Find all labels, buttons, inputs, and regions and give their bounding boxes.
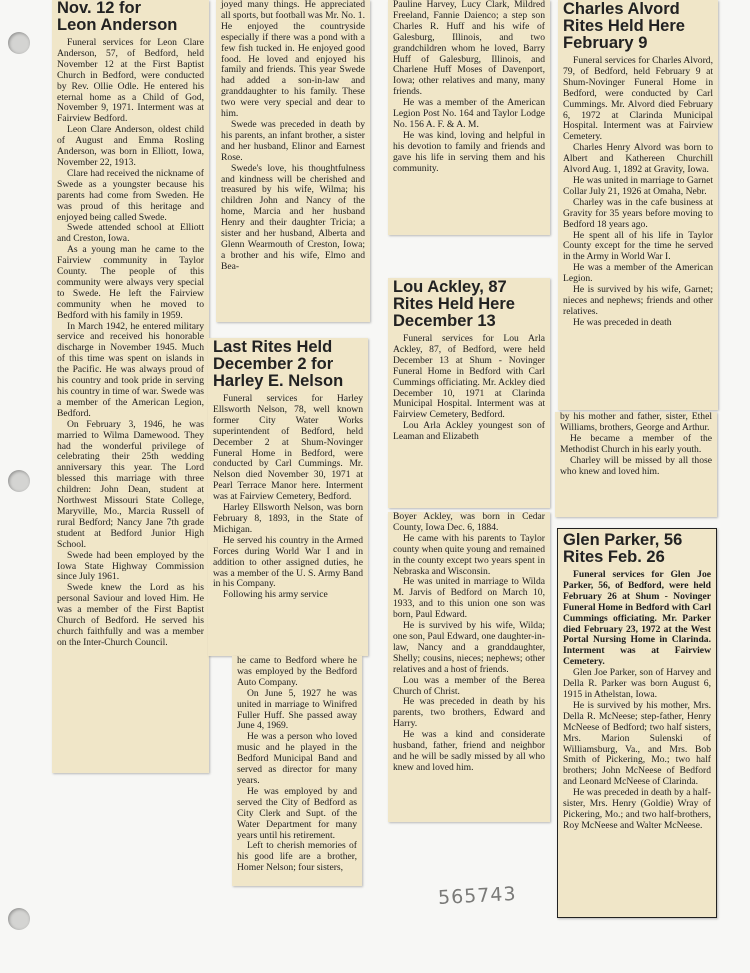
paragraph: He was united in marriage to Garnet Collar July 21, 1926 at Omaha, Nebr. xyxy=(563,174,713,197)
lead-paragraph: Funeral services for Glen Joe Parker, 56, of Bedford, were held February 26 at Shum - Novinger Funeral Home in Bedford with Carl Cummings officiating. Mr. Parker died February 23, 1972 at the West Portal Nursing Home in Clarinda. Interment was at Fairview Cemetery. xyxy=(563,569,711,668)
paragraph: Funeral services for Harley Ellsworth Nelson, 78, well known former City Water Works superintendent of Bedford, held December 2 at Shum-Novinger Funeral Home in Bedford, were conducted by Carl Cummings. Mr. Nelson died November 30, 1971 at Pearl Terrace Manor here. Interment was at Fairview Cemetery, Bedford. xyxy=(213,393,363,503)
paragraph: Charley will be missed by all those who knew and loved him. xyxy=(560,454,712,477)
paragraph: He was kind, loving and helpful in his devotion to family and friends and gave his life in serving them and his community. xyxy=(393,129,545,174)
binder-hole-top xyxy=(8,32,30,54)
paragraph: Glen Joe Parker, son of Harvey and Della R. Parker was born August 6, 1915 in Athelstan, Iowa. xyxy=(563,667,711,700)
paragraph: joyed many things. He appreciated all sports, but football was Mr. No. 1. He enjoyed the countryside especially if there was a pond with a few fish tucked in. He enjoyed good food. He loved and enjoyed his family and friends. This year Swede had added a son-in-law and granddaughter to his family. These two were very special and dear to him. xyxy=(221,0,365,120)
paragraph: He is survived by his wife, Garnet; nieces and nephews; friends and other relatives. xyxy=(563,284,713,317)
handwritten-catalog-number: 565743 xyxy=(437,882,518,910)
paragraph: Funeral services for Leon Clare Anderson, 57, of Bedford, held November 12 at the First Baptist Church in Bedford, were conducted by Rev. Ollie Odle. He entered his eternal home as a Child of God, November 9, 1971. Interment was at Fairview Bedford. xyxy=(57,37,204,125)
clipping-headline: Nov. 12 for Leon Anderson xyxy=(57,0,178,34)
paragraph: He was preceded in death xyxy=(573,316,672,328)
clipping-leon-anderson-continued xyxy=(216,0,370,322)
clipping-harley-nelson-continued xyxy=(232,656,362,886)
paragraph: Harley Ellsworth Nelson, was born February 8, 1893, in the State of Michigan. xyxy=(213,502,363,535)
paragraph: Boyer Ackley, was born in Cedar County, Iowa Dec. 6, 1884. xyxy=(393,512,545,533)
paragraph: Swede had been employed by the Iowa State Highway Commission since July 1961. xyxy=(57,549,204,583)
clipping-lou-ackley xyxy=(388,278,550,508)
binder-hole-bottom xyxy=(8,908,30,930)
clipping-harley-nelson xyxy=(208,338,368,656)
clipping-harley-nelson-survivors xyxy=(388,0,550,235)
paragraph: Swede knew the Lord as his personal Saviour and loved Him. He was a member of the First Baptist Church of Bedford. He served his church faithfully and was a member on the Inter-Church Council. xyxy=(57,582,204,648)
paragraph: Charles Henry Alvord was born to Albert and Kathereen Churchill Alvord Aug. 1, 1892 at Gravity, Iowa. xyxy=(563,142,713,176)
clipping-leon-anderson xyxy=(52,0,209,773)
paragraph: Leon Clare Anderson, oldest child of August and Emma Rosling Anderson, was born in Elliott, Iowa, November 22, 1913. xyxy=(57,124,204,168)
paragraph: As a young man he came to the Fairview community in Taylor County. The people of this community were always very special to Swede. He left the Fairview community when he moved to Bedford with his family in 1959. xyxy=(57,244,204,321)
paragraph: Swede's love, his thoughtfulness and kindness will be cherished and treasured by his wife, Wilma; his children John and Nancy of the home, Marcia and her husband Henry and their daughter Tricia; a sister and her husband, Alberta and Glenn Wearmouth of Creston, Iowa; a brother and his wife, Elmo and Bea- xyxy=(221,162,365,272)
clipping-lou-ackley-continued xyxy=(388,512,550,822)
paragraph: He was a member of the American Legion Post No. 164 and Taylor Lodge No. 156 A. F. & A. M. xyxy=(393,97,545,130)
paragraph: He was preceded in death by a half-sister, Mrs. Henry (Goldie) Wray of Pickering, Mo.; and two half-brothers, Roy McNeese and Walter McNeese. xyxy=(563,787,711,831)
paragraph: Swede was preceded in death by his parents, an infant brother, a sister and her husband, Elinor and Earnest Rose. xyxy=(221,118,365,163)
paragraph: He was united in marriage to Wilda M. Jarvis of Bedford on March 10, 1933, and to this union one son was born, Paul Edward. xyxy=(393,576,545,621)
clipping-glen-parker xyxy=(557,528,717,918)
paragraph: Clare had received the nickname of Swede as a youngster because his parents had come from Sweden. He was proud of this heritage and enjoyed being called Swede. xyxy=(57,167,204,223)
clipping-headline: Glen Parker, 56 Rites Feb. 26 xyxy=(563,531,683,566)
paragraph: He was preceded in death by his parents, two brothers, Edward and Harry. xyxy=(393,696,545,730)
paragraph: On June 5, 1927 he was united in marriage to Winifred Fuller Huff. She passed away June 4, 1969. xyxy=(237,687,357,732)
clipping-headline: Last Rites Held December 2 for Harley E. Nelson xyxy=(213,338,344,390)
clipping-headline: Lou Ackley, 87 Rites Held Here December 13 xyxy=(393,278,515,330)
paragraph: On February 3, 1946, he was married to Wilma Damewood. They had the wonderful privilege of celebrating their 25th wedding anniversary this year. The Lord blessed this marriage with three children: John Dean, student at Northwest Missouri State College, Maryville, Mo., Marcia Russell of rural Bedford; Nancy Jane 7th grade student at Bedford Junior High School. xyxy=(57,418,204,550)
paragraph: Funeral services for Lou Arla Ackley, 87, of Bedford, were held December 13 at Shum - Novinger Funeral Home in Bedford with Carl Cummings officiating. Mr. Ackley died December 10, 1971 at Clarinda Municipal Hospital. Interment was at Fairview Cemetery, Bedford. xyxy=(393,333,545,421)
paragraph: He was a person who loved music and he played in the Bedford Municipal Band and served as director for many years. xyxy=(237,731,357,786)
paragraph: he came to Bedford where he was employed by the Bedford Auto Company. xyxy=(237,656,357,688)
paragraph: He is survived by his wife, Wilda; one son, Paul Edward, one daughter-in-law, Nancy and a granddaughter, Shelly; cousins, nieces; nephews; other relatives and a host of friends. xyxy=(393,620,545,675)
paragraph: by his mother and father, sister, Ethel Williams, brothers, George and Arthur. xyxy=(560,412,712,433)
paragraph: He served his country in the Armed Forces during World War I and in addition to other assigned duties, he was a member of the U. S. Army Band in his Company. xyxy=(213,534,363,590)
paragraph: Charley was in the cafe business at Gravity for 35 years before moving to Bedford 18 years ago. xyxy=(563,196,713,230)
paragraph: He was a member of the American Legion. xyxy=(563,262,713,285)
paragraph: Swede attended school at Elliott and Creston, Iowa. xyxy=(57,222,204,245)
clipping-charles-alvord-continued xyxy=(555,412,717,517)
paragraph: Funeral services for Charles Alvord, 79, of Bedford, held February 9 at Shum-Novinger Funeral Home in Bedford, were conducted by Carl Cummings. Mr. Alvord died February 6, 1972 at Clarinda Municipal Hospital. Interment was at Fairview Cemetery. xyxy=(563,55,713,143)
paragraph: He was employed by and served the City of Bedford as City Clerk and Supt. of the Water Department for many years until his retirement. xyxy=(237,785,357,841)
paragraph: Lou was a member of the Berea Church of Christ. xyxy=(393,674,545,697)
paragraph: In March 1942, he entered military service and received his honorable discharge in November 1945. Much of this time was spent on islands in the Pacific. He was always proud of his country and took pride in serving his country in time of war. Swede was a member of the American Legion, Bedford. xyxy=(57,320,204,419)
paragraph: He became a member of the Methodist Church in his early youth. xyxy=(560,432,712,455)
paragraph: Left to cherish memories of his good life are a brother, Homer Nelson; four sisters, xyxy=(237,840,357,874)
paragraph: He was a kind and considerate husband, father, friend and neighbor and he will be sadly missed by all who knew and loved him. xyxy=(393,729,545,773)
paragraph: Lou Arla Ackley youngest son of Leaman and Elizabeth xyxy=(393,420,545,443)
paragraph: He spent all of his life in Taylor County except for the time he served in the Army in World War I. xyxy=(563,229,713,263)
paragraph: Following his army service xyxy=(223,589,328,601)
paragraph: He came with his parents to Taylor county when quite young and remained in the county except two years spent in Nebraska and Wisconsin. xyxy=(393,532,545,577)
clipping-charles-alvord xyxy=(558,0,718,410)
clipping-headline: Charles Alvord Rites Held Here February 9 xyxy=(563,0,685,52)
paragraph: Pauline Harvey, Lucy Clark, Mildred Freeland, Fannie Daienco; a step son Charles R. Huff and his wife of Galesburg, Illinois, and two grandchildren whom he loved, Barry Huff of Galesburg, Illinois, and Charlene Huff Moses of Davenport, Iowa; other relatives and many, many friends. xyxy=(393,0,545,98)
paragraph: He is survived by his mother, Mrs. Della R. McNeese; step-father, Henry McNeese of Bedford; two half sisters, Mrs. Marion Sulenski of Williamsburg, Va., and Mrs. Bob Smith of Pickering, Mo.; two half brothers; John McNeese of Bedford and Leonard McNeese of Clarinda. xyxy=(563,699,711,788)
binder-hole-middle xyxy=(8,470,30,492)
